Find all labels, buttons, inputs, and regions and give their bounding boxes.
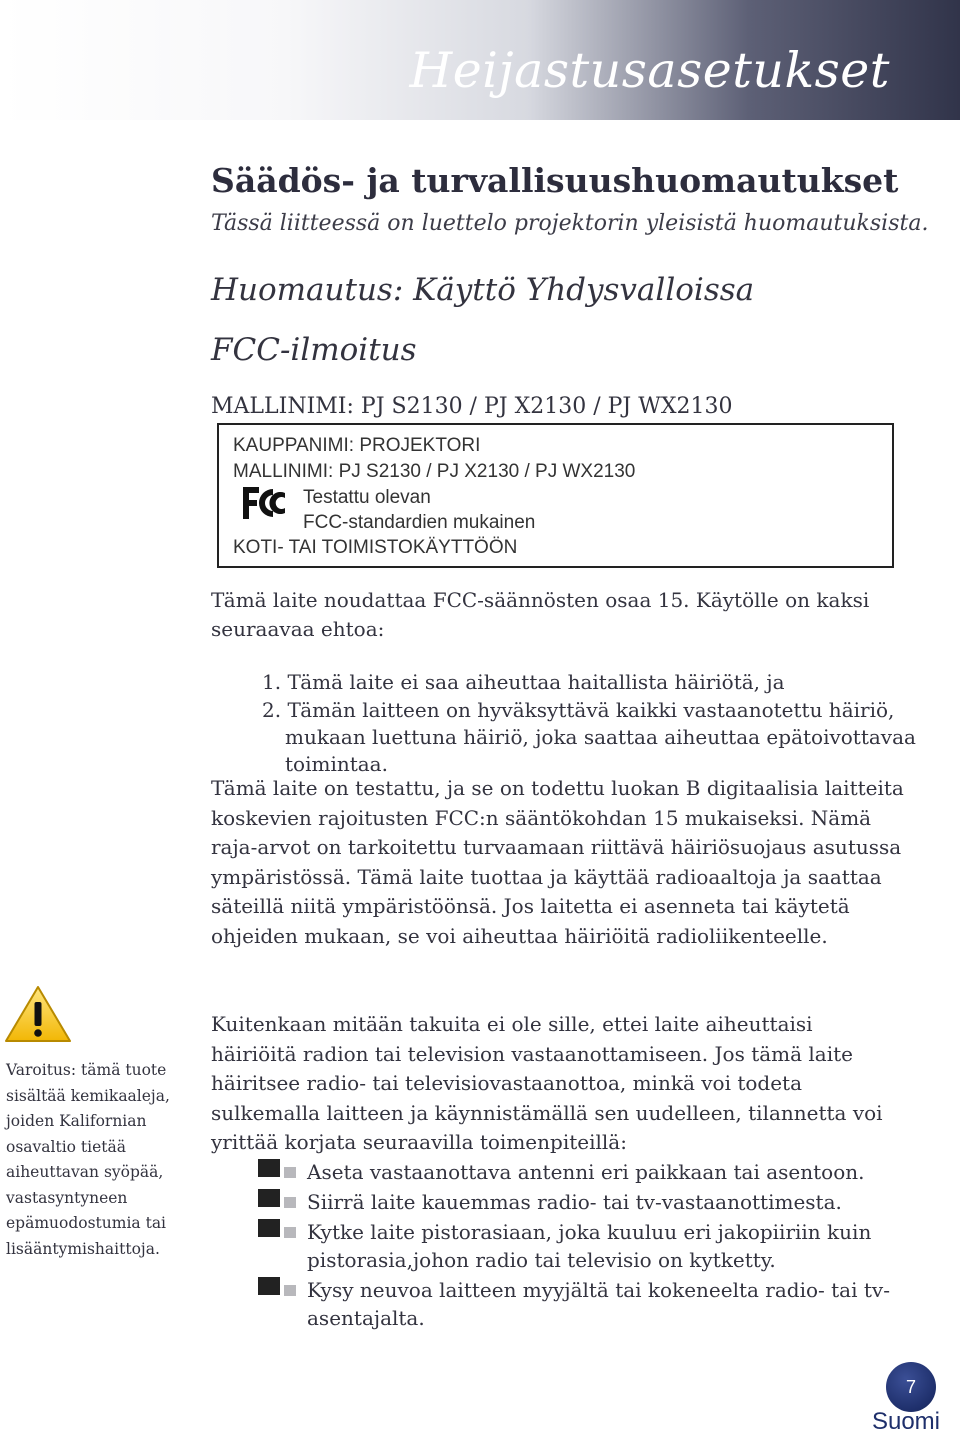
bullet-square-icon <box>258 1277 302 1303</box>
page-number: 7 <box>905 1376 916 1397</box>
list-item <box>258 1218 938 1274</box>
remedy-list <box>258 1158 938 1334</box>
fcc-heading: FCC-ilmoitus <box>211 332 417 368</box>
bullet-square-icon <box>258 1159 302 1185</box>
header-title: Heijastusasetukset <box>409 42 890 99</box>
page-title: Säädös- ja turvallisuushuomautukset <box>211 161 899 200</box>
page-subtitle: Tässä liitteessä on luettelo projektorin yleisistä huomautuksista. <box>211 211 929 236</box>
list-item-text: Kytke laite pistorasiaan, joka kuuluu eri jakopiiriin kuin pistorasia,johon radio tai televisio on kytketty. <box>307 1220 872 1272</box>
label-usage-text: KOTI- TAI TOIMISTOKÄYTTÖÖN <box>233 537 518 558</box>
label-standard-text: FCC-standardien mukainen <box>303 512 536 533</box>
page-number-badge <box>886 1362 936 1412</box>
warning-text: Varoitus: tämä tuote sisältää kemikaaleja, joiden Kalifornian osavaltio tietää aiheuttavan syöpää, vastasyntyneen epämuodostumia tai lisääntymishaittoja. <box>6 1061 170 1258</box>
paragraph-remedies: Kuitenkaan mitään takuita ei ole sille, ettei laite aiheuttaisi häiriöitä radion tai television vastaanottamiseen. Jos tämä laite häiritsee radio- tai televisiovastaanottoa, minkä voi todeta sulkemalla laitteen ja käynnistämällä sen uudelleen, tilannetta voi yrittää korjata seuraavilla toimenpiteillä: <box>211 1012 883 1154</box>
fcc-label-box <box>217 423 894 568</box>
condition-item-2: 2. Tämän laitteen on hyväksyttävä kaikki vastaanotettu häiriö, mukaan luettuna häiriö, joka saattaa aiheuttaa epätoivottavaa toimintaa. <box>262 698 916 776</box>
paragraph-testing: Tämä laite on testattu, ja se on todettu luokan B digitaalisia laitteita koskevien rajoitusten FCC:n sääntökohdan 15 mukaiseksi. Nämä raja-arvot on tarkoitettu turvaamaan riittävä häiriösuojaus asutussa ympäristössä. Tämä laite tuottaa ja käyttää radioaaltoja ja saattaa säteillä niitä ympäristöönsä. Jos laitetta ei asenneta tai käytetä ohjeiden mukaan, se voi aiheuttaa häiriöitä radioliikenteelle. <box>211 776 904 948</box>
list-item-text: Kysy neuvoa laitteen myyjältä tai kokeneelta radio- tai tv-asentajalta. <box>307 1278 890 1330</box>
list-item-text: Aseta vastaanottava antenni eri paikkaan tai asentoon. <box>307 1160 865 1184</box>
label-trade-name: KAUPPANIMI: PROJEKTORI <box>233 435 481 456</box>
model-name-line: MALLINIMI: PJ S2130 / PJ X2130 / PJ WX2130 <box>211 394 733 419</box>
list-item <box>258 1158 938 1186</box>
list-item-text: Siirrä laite kauemmas radio- tai tv-vastaanottimesta. <box>307 1190 842 1214</box>
notice-heading: Huomautus: Käyttö Yhdysvalloissa <box>211 272 755 308</box>
list-item <box>258 1276 938 1332</box>
bullet-square-icon <box>258 1219 302 1245</box>
fcc-logo-icon <box>241 485 289 521</box>
label-tested-text: Testattu olevan <box>303 487 431 508</box>
condition-item-1: 1. Tämä laite ei saa aiheuttaa haitallista häiriötä, ja <box>262 670 785 694</box>
language-label: Suomi <box>871 1408 940 1435</box>
list-item <box>258 1188 938 1216</box>
bullet-square-icon <box>258 1189 302 1215</box>
warning-triangle-icon <box>4 985 72 1043</box>
label-model-name: MALLINIMI: PJ S2130 / PJ X2130 / PJ WX2130 <box>233 461 636 482</box>
paragraph-compliance: Tämä laite noudattaa FCC-säännösten osaa 15. Käytölle on kaksi seuraavaa ehtoa: <box>211 588 870 641</box>
header-band <box>0 0 960 120</box>
